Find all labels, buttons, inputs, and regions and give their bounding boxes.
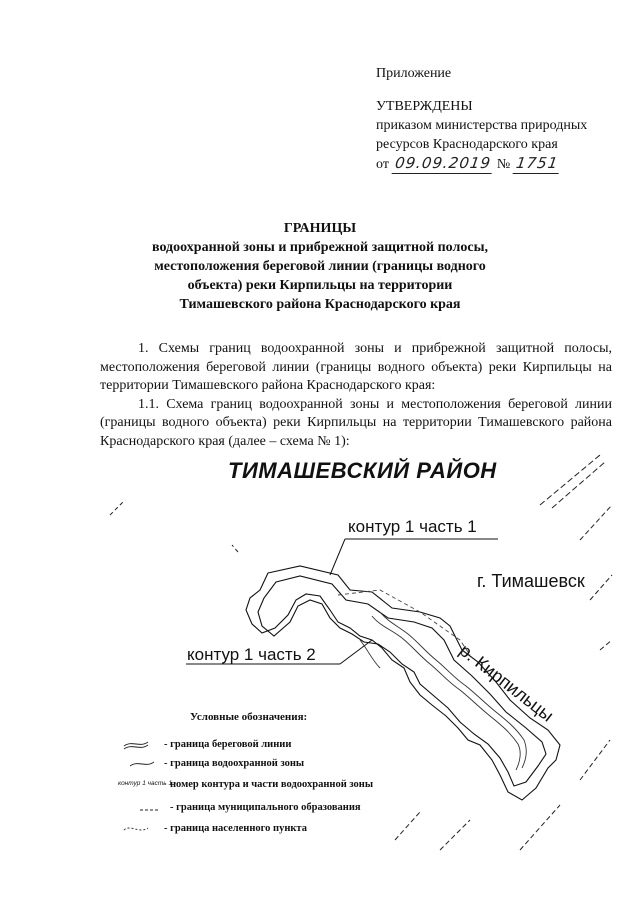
legend-contour-code: контур 1 часть 1 - — [118, 780, 177, 787]
paragraph-1: 1. Схемы границ водоохранной зоны и прибрежной защитной полосы, местоположения береговой линии (границы водного объекта) реки Кирпильцы на территории Тимашевского района Краснодарского края: — [100, 341, 612, 393]
title-line-4: объекта) реки Кирпильцы на территории — [187, 278, 453, 293]
shoreline-legend-symbol — [124, 742, 148, 746]
legend-settlement: - граница населенного пункта — [164, 823, 307, 834]
title-line-1: ГРАНИЦЫ — [283, 221, 357, 236]
number-label: № — [496, 157, 511, 172]
municipal-boundary-hatch — [110, 455, 612, 850]
contour-1-part-2-label: контур 1 часть 2 — [187, 645, 316, 664]
from-label: от — [376, 157, 389, 172]
city-label: г. Тимашевск — [477, 571, 585, 591]
legend-title: Условные обозначения: — [190, 711, 308, 723]
order-line-2: ресурсов Краснодарского края — [376, 137, 558, 152]
settlement-legend-symbol — [124, 828, 148, 830]
title-line-3: местоположения береговой линии (границы водного — [154, 259, 486, 274]
appendix-label: Приложение — [376, 66, 452, 81]
order-number: 1751 — [513, 154, 562, 174]
contour-1-part-1-label: контур 1 часть 1 — [348, 517, 477, 536]
paragraph-1-1: 1.1. Схема границ водоохранной зоны и местоположения береговой линии (границы водного объекта) реки Кирпильцы на территории Тимашевского района Краснодарского края (далее – схема № 1): — [100, 396, 612, 449]
order-line-1: приказом министерства природных — [376, 118, 588, 133]
legend-contour: номер контура и части водоохранной зоны — [170, 779, 374, 790]
title-line-5: Тимашевского района Краснодарского края — [179, 297, 461, 312]
title-line-2: водоохранной зоны и прибрежной защитной полосы, — [152, 240, 488, 255]
legend-shoreline: - граница береговой линии — [164, 739, 292, 750]
river-label: р. Кирпильцы — [455, 640, 558, 726]
approved-label: УТВЕРЖДЕНЫ — [376, 99, 473, 114]
water-zone-legend-symbol — [130, 762, 154, 766]
order-date: 09.09.2019 — [392, 154, 495, 174]
legend-water-zone: - граница водоохранной зоны — [164, 758, 305, 769]
settlement-boundary — [338, 590, 470, 655]
map-title: ТИМАШЕВСКИЙ РАЙОН — [228, 458, 497, 483]
legend-municipal: - граница муниципального образования — [170, 802, 361, 813]
